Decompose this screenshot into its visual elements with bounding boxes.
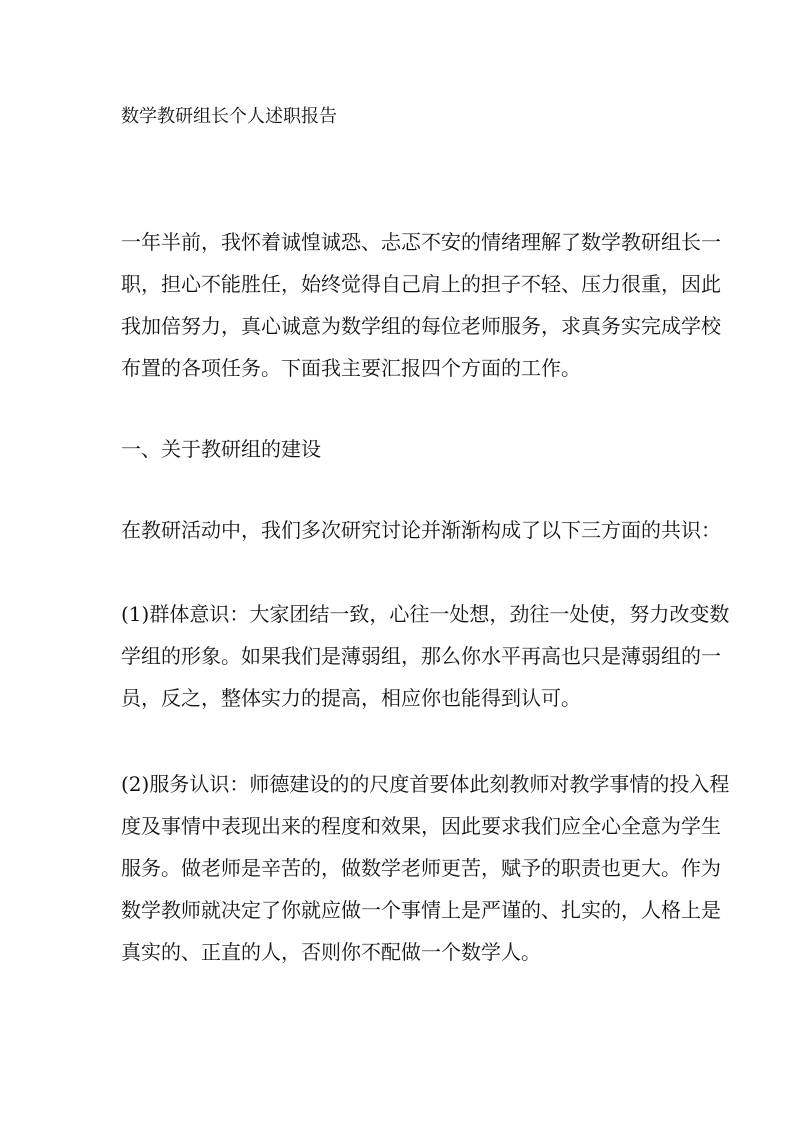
section-lead: 在教研活动中，我们多次研究讨论并渐渐构成了以下三方面的共识： [121, 518, 721, 542]
text-line: 度及事情中表现出来的程度和效果，因此要求我们应全心全意为学生 [121, 814, 721, 838]
document-title: 数学教研组长个人述职报告 [121, 106, 337, 127]
text-line: (2)服务认识：师德建设的的尺度首要体此刻教师对教学事情的投入程 [121, 772, 730, 796]
section-heading: 一、关于教研组的建设 [121, 437, 321, 461]
text-line: 职，担心不能胜任，始终觉得自己肩上的担子不轻、压力很重，因此 [121, 272, 721, 296]
text-line: 我加倍努力，真心诚意为数学组的每位老师服务，求真务实完成学校 [121, 314, 721, 338]
text-line: 布置的各项任务。下面我主要汇报四个方面的工作。 [121, 356, 581, 380]
text-line: 一年半前，我怀着诚惶诚恐、忐忑不安的情绪理解了数学教研组长一 [121, 230, 721, 254]
text-line: 学组的形象。如果我们是薄弱组，那么你水平再高也只是薄弱组的一 [121, 644, 721, 668]
text-line: 数学教师就决定了你就应做一个事情上是严谨的、扎实的，人格上是 [121, 898, 721, 922]
text-line: 服务。做老师是辛苦的，做数学老师更苦，赋予的职责也更大。作为 [121, 856, 721, 880]
text-line: (1)群体意识：大家团结一致，心往一处想，劲往一处使，努力改变数 [121, 602, 730, 626]
text-line: 真实的、正直的人，否则你不配做一个数学人。 [121, 940, 541, 964]
text-line: 员，反之，整体实力的提高，相应你也能得到认可。 [121, 686, 581, 710]
